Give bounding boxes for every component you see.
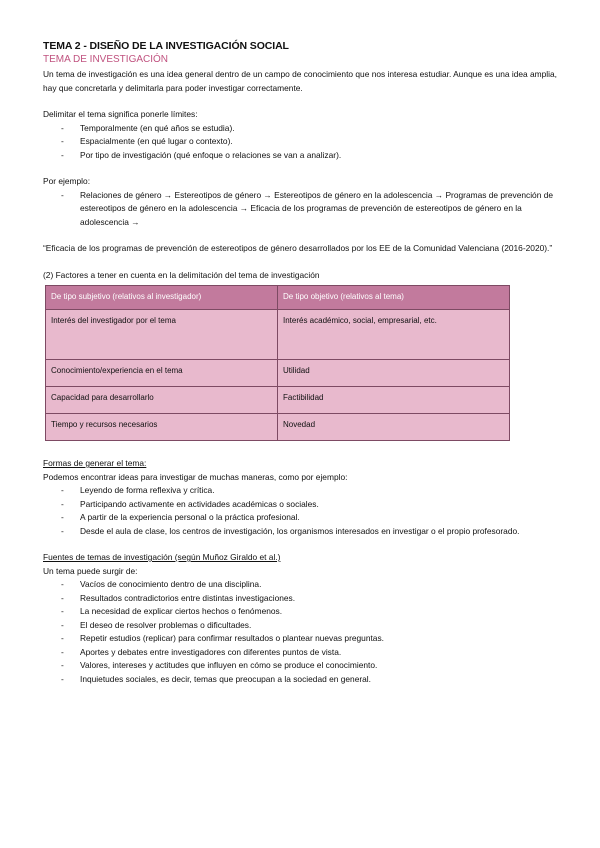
- example-quote: “Eficacia de los programas de prevención de estereotipos de género desarrollados por los EE de la Comunidad Valenciana (2016-2020).”: [43, 243, 553, 253]
- table-cell: Utilidad: [278, 360, 510, 387]
- document-page: [43, 40, 563, 686]
- list-item: - Por tipo de investigación (qué enfoque o relaciones se van a analizar).: [43, 149, 563, 163]
- list-item: - Repetir estudios (replicar) para confirmar resultados o plantear nuevas preguntas.: [43, 632, 563, 646]
- section-heading: TEMA DE INVESTIGACIÓN: [43, 54, 169, 65]
- list-item: - La necesidad de explicar ciertos hechos o fenómenos.: [43, 605, 563, 619]
- list-item: - Desde el aula de clase, los centros de investigación, los organismos interesados en investigar o el propio profesorado.: [43, 525, 563, 539]
- table-header-row: [46, 286, 510, 310]
- list-item: - Participando activamente en actividades académicas o sociales.: [43, 498, 563, 512]
- delimit-lead: Delimitar el tema significa ponerle límites:: [43, 109, 198, 119]
- table-cell: Novedad: [278, 414, 510, 441]
- table-row: [46, 387, 510, 414]
- list-item: - Leyendo de forma reflexiva y crítica.: [43, 484, 563, 498]
- list-item: - Aportes y debates entre investigadores con diferentes puntos de vista.: [43, 646, 563, 660]
- example-list: [43, 189, 563, 230]
- sources-list: [43, 578, 563, 686]
- list-item: - El deseo de resolver problemas o dificultades.: [43, 619, 563, 633]
- table-cell: Tiempo y recursos necesarios: [46, 414, 278, 441]
- list-item: - Temporalmente (en qué años se estudia).: [43, 122, 563, 136]
- forms-heading: Formas de generar el tema:: [43, 458, 147, 468]
- factors-table: [45, 285, 510, 441]
- table-cell: Interés académico, social, empresarial, etc.: [278, 310, 510, 360]
- table-header-cell: De tipo subjetivo (relativos al investigador): [46, 286, 278, 310]
- table-cell: Interés del investigador por el tema: [46, 310, 278, 360]
- factors-caption: (2) Factores a tener en cuenta en la delimitación del tema de investigación: [43, 269, 320, 280]
- sources-lead: Un tema puede surgir de:: [43, 565, 138, 576]
- list-item: - Espacialmente (en qué lugar o contexto).: [43, 135, 563, 149]
- sources-heading: Fuentes de temas de investigación (según Muñoz Giraldo et al.): [43, 552, 281, 562]
- document-title: TEMA 2 - DISEÑO DE LA INVESTIGACIÓN SOCIAL: [43, 40, 289, 52]
- list-item: - A partir de la experiencia personal o la práctica profesional.: [43, 511, 563, 525]
- list-item: - Inquietudes sociales, es decir, temas que preocupan a la sociedad en general.: [43, 673, 563, 687]
- delimit-list: [43, 122, 563, 163]
- list-item: - Resultados contradictorios entre distintas investigaciones.: [43, 592, 563, 606]
- forms-list: [43, 484, 563, 538]
- table-row: [46, 414, 510, 441]
- forms-lead: Podemos encontrar ideas para investigar de muchas maneras, como por ejemplo:: [43, 471, 348, 482]
- table-cell: Capacidad para desarrollarlo: [46, 387, 278, 414]
- table-cell: Conocimiento/experiencia en el tema: [46, 360, 278, 387]
- table-header-cell: De tipo objetivo (relativos al tema): [278, 286, 510, 310]
- table-row: [46, 360, 510, 387]
- table-cell: Factibilidad: [278, 387, 510, 414]
- list-item: - Relaciones de género → Estereotipos de género → Estereotipos de género en la adolescencia → Programas de prevención de estereotipos de género en la adolescencia → Eficacia de los programas de prevención de estereotipos de género en la adolescencia →: [43, 189, 563, 230]
- intro-paragraph: Un tema de investigación es una idea general dentro de un campo de conocimiento que nos interesa estudiar. Aunque es una idea amplia, hay que concretarla y delimitarla para poder investigar correctamente.: [43, 69, 558, 93]
- table-row: [46, 310, 510, 360]
- list-item: - Vacíos de conocimiento dentro de una disciplina.: [43, 578, 563, 592]
- list-item: - Valores, intereses y actitudes que influyen en cómo se produce el conocimiento.: [43, 659, 563, 673]
- example-lead: Por ejemplo:: [43, 176, 91, 186]
